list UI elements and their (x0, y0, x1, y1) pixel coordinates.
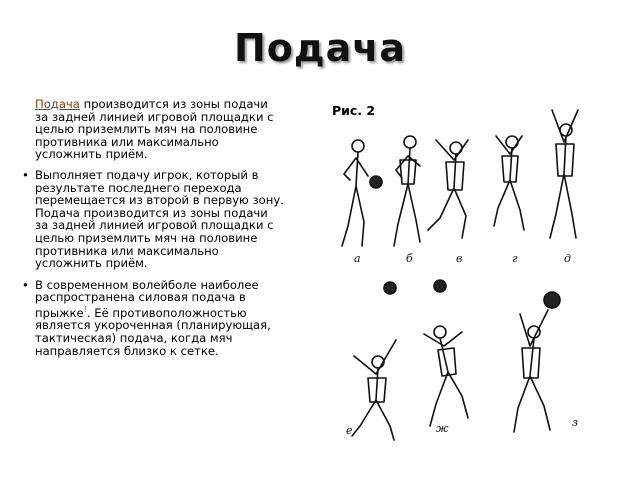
serve-figure-image (316, 96, 610, 446)
figure-caption: Рис. 2 (332, 103, 376, 118)
slide-title: Подача (234, 26, 406, 70)
bullet-text-1: Выполняет подачу игрок, который в результате последнего перехода перемещается из второй в первую зону. Подача производится из зоны подачи за задней линией игровой площадки с целью приземлить мяч на половине противника или максимально усложнить приём. (35, 167, 284, 271)
figure-label: ж (436, 422, 449, 435)
player-figure-a (342, 140, 382, 246)
player-figure-d (550, 110, 578, 238)
figure-label: е (346, 424, 353, 437)
figure-label: в (456, 252, 463, 265)
player-figure-e (352, 340, 396, 440)
bullet-item-2 (22, 279, 284, 357)
player-figure-b (394, 136, 420, 246)
player-figure-g (494, 136, 524, 230)
text-body (22, 98, 284, 366)
figure-label: а (354, 252, 361, 265)
player-figure-v (428, 140, 468, 238)
figure-label: б (406, 252, 413, 265)
player-figure-z (514, 310, 550, 432)
figure-label: д (564, 252, 571, 265)
bullet-icon: • (22, 277, 29, 292)
figure-label: з (572, 416, 578, 429)
keyword-link[interactable]: Подача (35, 97, 80, 111)
bullet-icon: • (22, 167, 29, 182)
bullet-item-1 (22, 169, 284, 270)
bullet-text-2a: В современном волейболе наиболее распространена силовая подача в прыжке (35, 277, 259, 320)
intro-text: производится из зоны подачи за задней линией игровой площадки с целью приземлить мяч на половине противника или максимально усложнить приём. (35, 97, 274, 162)
figure-label: г (512, 252, 518, 265)
footnote-mark[interactable]: ! (83, 304, 87, 314)
bullet-text-2b: . Её противоположностью является укороченная (планирующая, тактическая) подача, когда мяч направляется близко к сетке. (35, 305, 271, 358)
intro-paragraph (22, 98, 284, 161)
player-figure-zh (424, 326, 468, 426)
